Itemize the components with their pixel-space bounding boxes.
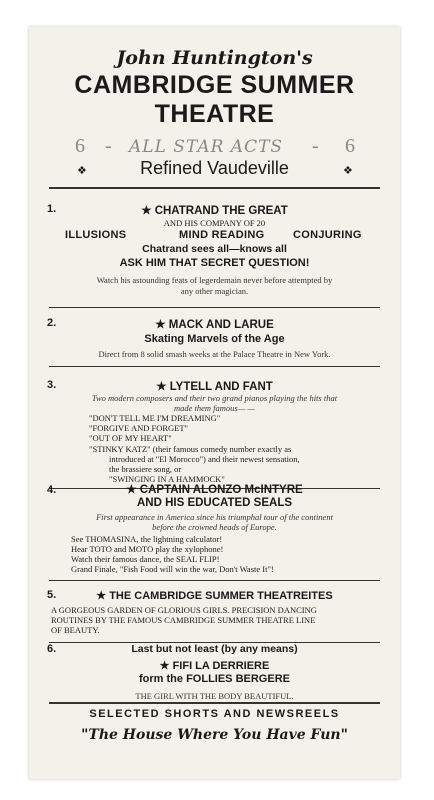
- act-intro-2: made them famous— —: [174, 403, 255, 413]
- feat-conjuring: CONJURING: [293, 229, 362, 241]
- playbill-sheet: [29, 27, 400, 779]
- right-six: 6: [345, 135, 355, 157]
- seal-line-2: Hear TOTO and MOTO play the xylophone!: [71, 544, 224, 554]
- act-desc: THE GIRL WITH THE BODY BEAUTIFUL.: [135, 691, 294, 701]
- header-title-line1: CAMBRIDGE SUMMER: [74, 71, 355, 99]
- song-1: "DON'T TELL ME I'M DREAMING": [89, 413, 221, 423]
- left-dash: -: [105, 135, 112, 157]
- act-title: ★ FIFI LA DERRIERE: [159, 660, 270, 672]
- all-star-acts: ALL STAR ACTS: [129, 137, 284, 157]
- song-3: "OUT OF MY HEART": [89, 433, 172, 443]
- feat-illusions: ILLUSIONS: [65, 229, 127, 241]
- header-title-line2: THEATRE: [154, 100, 275, 128]
- act-desc: Direct from 8 solid smash weeks at the Palace Theatre in New York.: [98, 349, 331, 359]
- stinky-line-4: "SWINGING IN A HAMMOCK": [109, 474, 225, 484]
- act-tagline-2: ASK HIM THAT SECRET QUESTION!: [119, 257, 310, 269]
- act-number: 1.: [47, 203, 57, 215]
- act-intro: First appearance in America since his triumphal tour of the continent: [96, 512, 333, 522]
- act-tagline: Chatrand sees all—knows all: [142, 243, 287, 255]
- divider: [49, 187, 380, 189]
- act-number: 3.: [47, 379, 57, 391]
- act-number: 4.: [47, 484, 57, 496]
- seal-line-3: Watch their famous dance, the SEAL FLIP!: [71, 554, 220, 564]
- act-title: ★ CHATRAND THE GREAT: [141, 205, 288, 217]
- act-desc-3: OF BEAUTY.: [51, 625, 100, 635]
- divider: [49, 366, 380, 367]
- act-number: 6.: [47, 643, 57, 655]
- act-title: ★ CAPTAIN ALONZO McINTYRE: [126, 484, 303, 496]
- divider: [49, 307, 380, 308]
- act-subtitle: Skating Marvels of the Age: [144, 333, 285, 345]
- act-preamble: Last but not least (by any means): [131, 643, 298, 655]
- act-number: 5.: [47, 589, 57, 601]
- act-title: ★ MACK AND LARUE: [155, 319, 274, 331]
- ornament-left-icon: ❖: [77, 165, 87, 177]
- ornament-right-icon: ❖: [343, 165, 353, 177]
- stinky-line-2: introduced at "El Morocco") and their newest sensation,: [109, 454, 300, 464]
- seal-line-4: Grand Finale, "Fish Food will win the war, Don't Waste It"!: [71, 564, 274, 574]
- act-title-2: form the FOLLIES BERGERE: [139, 673, 290, 685]
- act-desc-2: any other magician.: [180, 286, 249, 296]
- right-dash: -: [312, 135, 319, 157]
- act-title-2: AND HIS EDUCATED SEALS: [136, 497, 293, 509]
- stinky-line-1: "STINKY KATZ" (their famous comedy number exactly as: [89, 444, 292, 454]
- divider: [49, 702, 380, 704]
- act-desc: Watch his astounding feats of legerdemain never before attempted by: [96, 275, 333, 285]
- act-title: ★ THE CAMBRIDGE SUMMER THEATREITES: [96, 590, 333, 602]
- act-intro: Two modern composers and their two grand pianos playing the hits that: [91, 393, 338, 403]
- footer-shorts: SELECTED SHORTS AND NEWSREELS: [89, 708, 340, 720]
- stinky-line-3: the brassiere song, or: [109, 464, 182, 474]
- feat-mind-reading: MIND READING: [179, 229, 265, 241]
- header-presenter: John Huntington's: [116, 47, 313, 69]
- act-number: 2.: [47, 317, 57, 329]
- footer-slogan: "The House Where You Have Fun": [81, 727, 348, 743]
- song-2: "FORGIVE AND FORGET": [89, 423, 189, 433]
- left-six: 6: [75, 135, 85, 157]
- act-desc-2: ROUTINES BY THE FAMOUS CAMBRIDGE SUMMER THEATRE LINE: [51, 615, 316, 625]
- act-intro-2: before the crowned heads of Europe.: [152, 522, 277, 532]
- act-title: ★ LYTELL AND FANT: [156, 381, 273, 393]
- header-subtitle: Refined Vaudeville: [140, 158, 289, 178]
- divider: [49, 580, 380, 581]
- act-desc: A GORGEOUS GARDEN OF GLORIOUS GIRLS. PRECISION DANCING: [51, 605, 317, 615]
- act-subtitle: AND HIS COMPANY OF 20: [163, 218, 266, 228]
- seal-line-1: See THOMASINA, the lightning calculator!: [71, 534, 223, 544]
